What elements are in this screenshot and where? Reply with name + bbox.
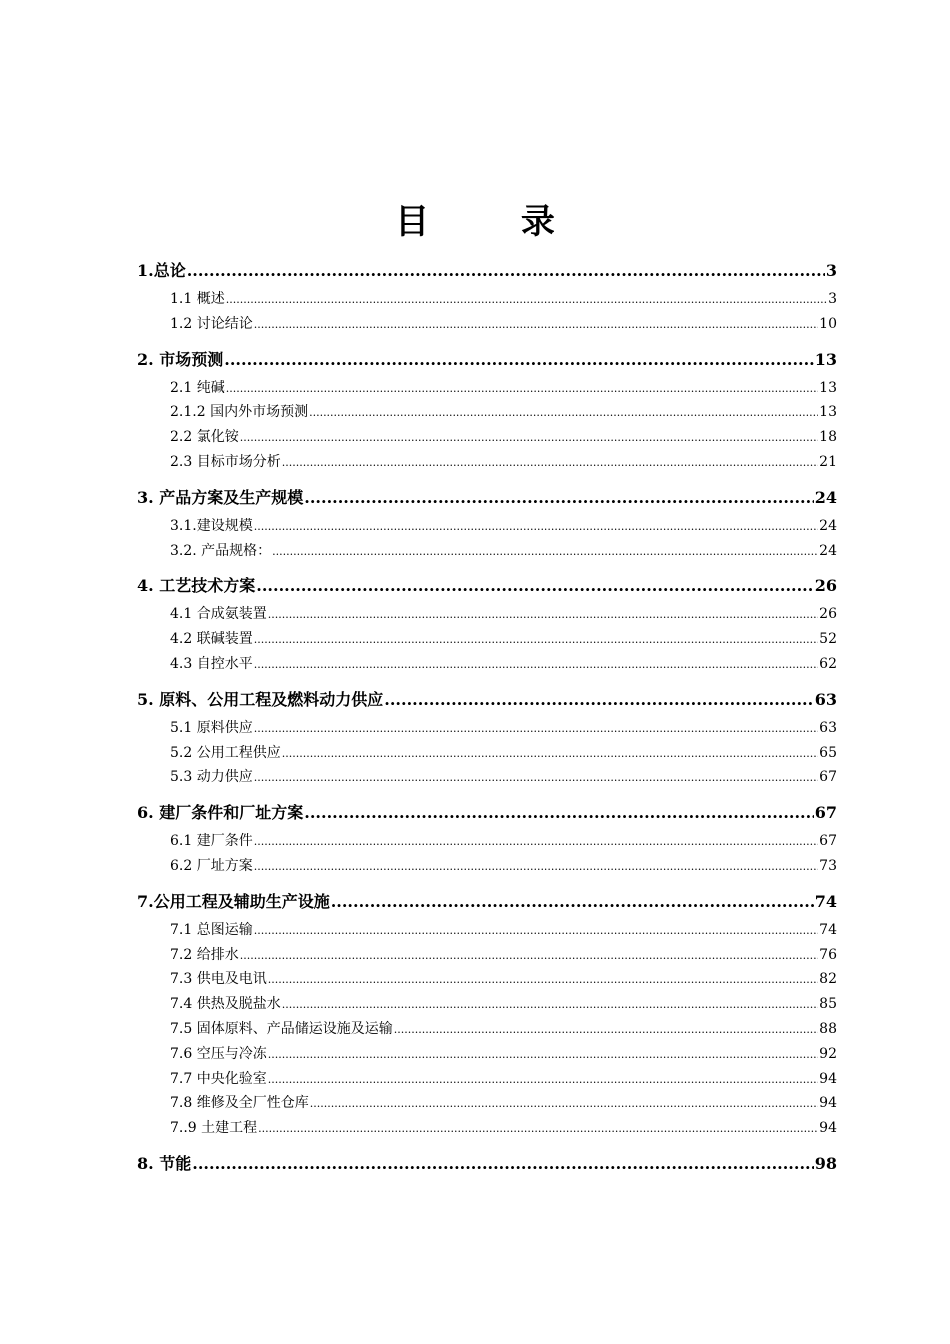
dot-leader bbox=[304, 800, 813, 825]
toc-entry-label: 3. 产品方案及生产规模 bbox=[137, 487, 304, 507]
dot-leader bbox=[272, 540, 818, 565]
toc-entry-subsection[interactable] bbox=[170, 854, 837, 879]
toc-entry-subsection[interactable] bbox=[170, 967, 837, 992]
dot-leader bbox=[331, 889, 814, 914]
dot-leader bbox=[254, 628, 818, 653]
toc-entry-label: 7.3 供电及电讯 bbox=[170, 971, 267, 988]
toc-entry-label: 2. 市场预测 bbox=[137, 349, 224, 369]
toc-entry-page-number: 74 bbox=[819, 921, 837, 938]
toc-entry-label: 6.2 厂址方案 bbox=[170, 857, 253, 874]
toc-entry-page-number: 26 bbox=[814, 576, 837, 596]
toc-entry-subsection[interactable] bbox=[170, 1091, 837, 1116]
toc-entry-page-number: 88 bbox=[819, 1020, 837, 1037]
dot-leader bbox=[240, 944, 818, 969]
dot-leader bbox=[309, 401, 818, 426]
toc-entry-section[interactable] bbox=[137, 687, 837, 712]
toc-entry-label: 7.2 给排水 bbox=[170, 946, 239, 963]
toc-entry-label: 5. 原料、公用工程及燃料动力供应 bbox=[137, 689, 384, 709]
toc-entry-subsection[interactable] bbox=[170, 312, 837, 337]
dot-leader bbox=[226, 377, 818, 402]
dot-leader bbox=[282, 451, 818, 476]
dot-leader bbox=[394, 1018, 818, 1043]
dot-leader bbox=[240, 426, 818, 451]
toc-entry-subsection[interactable] bbox=[170, 514, 837, 539]
toc-entry-subsection[interactable] bbox=[170, 539, 837, 564]
toc-entry-subsection[interactable] bbox=[170, 425, 837, 450]
table-of-contents bbox=[137, 258, 837, 1180]
toc-entry-subsection[interactable] bbox=[170, 652, 837, 677]
toc-entry-section[interactable] bbox=[137, 1151, 837, 1176]
toc-entry-subsection[interactable] bbox=[170, 992, 837, 1017]
toc-entry-subsection[interactable] bbox=[170, 1017, 837, 1042]
dot-leader bbox=[254, 766, 818, 791]
dot-leader bbox=[254, 855, 818, 880]
dot-leader bbox=[282, 993, 818, 1018]
dot-leader bbox=[192, 1151, 813, 1176]
toc-entry-subsection[interactable] bbox=[170, 1067, 837, 1092]
toc-entry-page-number: 76 bbox=[819, 946, 837, 963]
dot-leader bbox=[254, 919, 818, 944]
dot-leader bbox=[268, 1043, 818, 1068]
toc-entry-page-number: 62 bbox=[819, 655, 837, 672]
toc-entry-subsection[interactable] bbox=[170, 627, 837, 652]
dot-leader bbox=[256, 573, 813, 598]
dot-leader bbox=[304, 485, 813, 510]
toc-entry-subsection[interactable] bbox=[170, 1116, 837, 1141]
toc-entry-label: 5.2 公用工程供应 bbox=[170, 744, 281, 761]
toc-entry-label: 7.4 供热及脱盐水 bbox=[170, 996, 281, 1013]
toc-entry-page-number: 98 bbox=[814, 1153, 837, 1173]
toc-entry-subsection[interactable] bbox=[170, 918, 837, 943]
toc-entry-label: 8. 节能 bbox=[137, 1153, 192, 1173]
toc-entry-page-number: 94 bbox=[819, 1120, 837, 1137]
dot-leader bbox=[254, 653, 818, 678]
toc-entry-label: 6. 建厂条件和厂址方案 bbox=[137, 803, 304, 823]
toc-entry-label: 4.1 合成氨装置 bbox=[170, 606, 267, 623]
dot-leader bbox=[310, 1092, 818, 1117]
toc-entry-subsection[interactable] bbox=[170, 829, 837, 854]
toc-entry-page-number: 13 bbox=[819, 404, 837, 421]
dot-leader bbox=[282, 742, 818, 767]
toc-entry-page-number: 92 bbox=[819, 1045, 837, 1062]
toc-entry-label: 3.2. 产品规格： bbox=[170, 542, 272, 559]
toc-entry-subsection[interactable] bbox=[170, 287, 837, 312]
toc-entry-page-number: 82 bbox=[819, 971, 837, 988]
toc-entry-label: 5.1 原料供应 bbox=[170, 719, 253, 736]
toc-entry-label: 7.公用工程及辅助生产设施 bbox=[137, 891, 330, 911]
toc-entry-label: 5.3 动力供应 bbox=[170, 769, 253, 786]
toc-entry-label: 1.1 概述 bbox=[170, 291, 225, 307]
toc-entry-subsection[interactable] bbox=[170, 1042, 837, 1067]
toc-entry-page-number: 24 bbox=[819, 542, 837, 559]
toc-entry-page-number: 65 bbox=[819, 744, 837, 761]
dot-leader bbox=[187, 258, 825, 283]
toc-entry-label: 7.6 空压与冷冻 bbox=[170, 1045, 267, 1062]
toc-entry-label: 6.1 建厂条件 bbox=[170, 833, 253, 850]
dot-leader bbox=[268, 968, 818, 993]
page-title: 目 录 bbox=[395, 202, 595, 242]
toc-entry-section[interactable] bbox=[137, 485, 837, 510]
toc-entry-label: 4. 工艺技术方案 bbox=[137, 576, 256, 596]
toc-entry-page-number: 63 bbox=[819, 719, 837, 736]
toc-entry-label: 2.3 目标市场分析 bbox=[170, 453, 281, 470]
toc-entry-label: 7..9 土建工程 bbox=[170, 1120, 258, 1137]
toc-entry-section[interactable] bbox=[137, 800, 837, 825]
toc-entry-label: 7.8 维修及全厂性仓库 bbox=[170, 1095, 309, 1112]
toc-entry-subsection[interactable] bbox=[170, 943, 837, 968]
toc-entry-page-number: 94 bbox=[819, 1070, 837, 1087]
toc-entry-section[interactable] bbox=[137, 347, 837, 372]
toc-entry-page-number: 94 bbox=[819, 1095, 837, 1112]
toc-entry-section[interactable] bbox=[137, 889, 837, 914]
toc-entry-subsection[interactable] bbox=[170, 602, 837, 627]
toc-entry-page-number: 3 bbox=[828, 291, 837, 307]
toc-entry-page-number: 24 bbox=[819, 517, 837, 534]
toc-entry-page-number: 63 bbox=[814, 689, 837, 709]
dot-leader bbox=[258, 1117, 818, 1142]
toc-entry-subsection[interactable] bbox=[170, 741, 837, 766]
toc-entry-page-number: 3 bbox=[825, 261, 837, 280]
toc-entry-label: 2.1.2 国内外市场预测 bbox=[170, 404, 309, 421]
dot-leader bbox=[268, 1068, 818, 1093]
toc-entry-subsection[interactable] bbox=[170, 765, 837, 790]
dot-leader bbox=[226, 288, 827, 313]
toc-entry-label: 1.2 讨论结论 bbox=[170, 315, 253, 332]
toc-entry-page-number: 73 bbox=[819, 857, 837, 874]
toc-entry-page-number: 13 bbox=[814, 349, 837, 369]
toc-entry-label: 2.1 纯碱 bbox=[170, 379, 225, 396]
toc-entry-page-number: 67 bbox=[819, 833, 837, 850]
toc-entry-label: 7.1 总图运输 bbox=[170, 921, 253, 938]
toc-entry-page-number: 52 bbox=[819, 631, 837, 648]
toc-entry-page-number: 24 bbox=[814, 487, 837, 507]
toc-entry-label: 2.2 氯化铵 bbox=[170, 429, 239, 446]
toc-entry-page-number: 18 bbox=[819, 429, 837, 446]
toc-entry-label: 3.1.建设规模 bbox=[170, 517, 253, 534]
toc-entry-section[interactable] bbox=[137, 573, 837, 598]
toc-entry-label: 7.7 中央化验室 bbox=[170, 1070, 267, 1087]
dot-leader bbox=[254, 515, 818, 540]
toc-entry-page-number: 67 bbox=[819, 769, 837, 786]
dot-leader bbox=[254, 313, 818, 338]
toc-entry-page-number: 13 bbox=[819, 379, 837, 396]
toc-entry-label: 1.总论 bbox=[137, 261, 186, 280]
toc-entry-subsection[interactable] bbox=[170, 400, 837, 425]
dot-leader bbox=[254, 717, 818, 742]
toc-entry-page-number: 85 bbox=[819, 996, 837, 1013]
dot-leader bbox=[254, 830, 818, 855]
dot-leader bbox=[268, 603, 818, 628]
toc-entry-subsection[interactable] bbox=[170, 716, 837, 741]
toc-entry-label: 7.5 固体原料、产品储运设施及运输 bbox=[170, 1020, 393, 1037]
toc-entry-section[interactable] bbox=[137, 258, 837, 283]
toc-entry-page-number: 67 bbox=[814, 803, 837, 823]
toc-entry-page-number: 74 bbox=[814, 891, 837, 911]
toc-entry-page-number: 21 bbox=[819, 453, 837, 470]
toc-entry-label: 4.3 自控水平 bbox=[170, 655, 253, 672]
dot-leader bbox=[384, 687, 813, 712]
toc-entry-subsection[interactable] bbox=[170, 450, 837, 475]
toc-entry-page-number: 10 bbox=[819, 315, 837, 332]
dot-leader bbox=[224, 347, 813, 372]
toc-entry-label: 4.2 联碱装置 bbox=[170, 631, 253, 648]
toc-entry-page-number: 26 bbox=[819, 606, 837, 623]
toc-entry-subsection[interactable] bbox=[170, 376, 837, 401]
